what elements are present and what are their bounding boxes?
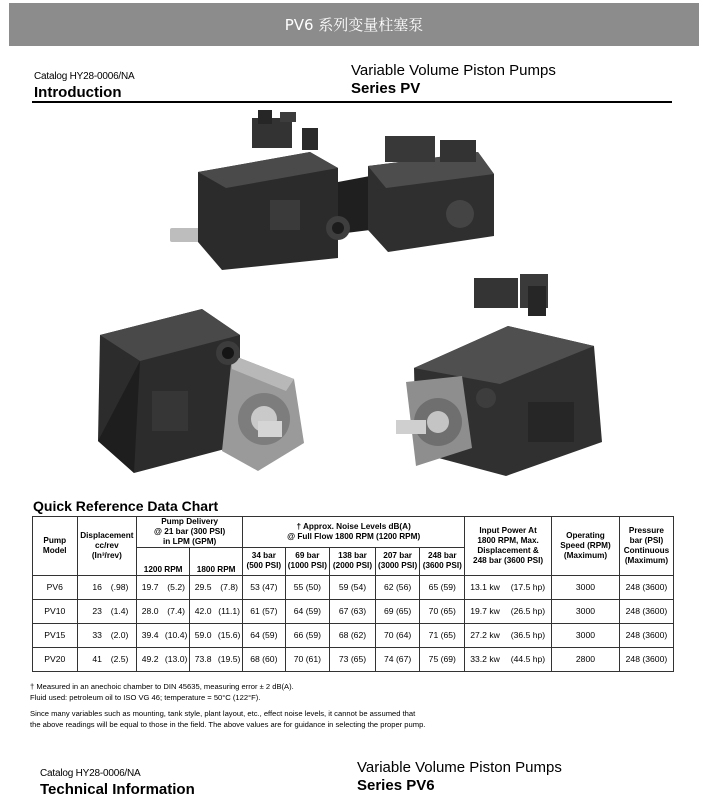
col-input-power: Input Power At 1800 RPM, Max. Displacement & 248 bar (3600 PSI)	[465, 517, 552, 576]
disclaimer-line-2: the above readings will be equal to those in the field. The above values are for guidance in selecting the proper pump.	[30, 720, 426, 729]
col-pump-model: Pump Model	[33, 517, 78, 576]
table-body	[33, 575, 674, 671]
table-row: PV15 33 (2.0) 39.4 (10.4) 59.0 (15.6) 64 (59) 66 (59) 68 (62) 70 (64) 71 (65) 27.2 kw (36.5 hp) 3000 248 (3600)	[33, 623, 674, 647]
col-noise-levels: † Approx. Noise Levels dB(A) @ Full Flow 1800 RPM (1200 RPM)	[243, 517, 465, 548]
table-row: PV20 41 (2.5) 49.2 (13.0) 73.8 (19.5) 68 (60) 70 (61) 73 (65) 74 (67) 75 (69) 33.2 kw (44.5 hp) 2800 248 (3600)	[33, 647, 674, 671]
col-operating-speed: Operating Speed (RPM) (Maximum)	[552, 517, 620, 576]
series-title: Series PV	[351, 80, 421, 97]
product-title: Variable Volume Piston Pumps	[357, 759, 562, 776]
intro-header	[32, 62, 672, 102]
technical-header	[38, 759, 678, 795]
catalog-number: Catalog HY28-0006/NA	[40, 768, 141, 779]
col-displacement: Displacement cc/rev (In³/rev)	[77, 517, 137, 576]
disclaimer-line-1: Since many variables such as mounting, tank style, plant layout, etc., effect noise levels, it cannot be assumed that	[30, 709, 416, 718]
page-banner	[9, 3, 699, 46]
quick-reference-table	[32, 516, 674, 672]
series-title: Series PV6	[357, 777, 435, 794]
col-noise-207: 207 bar (3000 PSI)	[375, 547, 420, 575]
footnote-noise: † Measured in an anechoic chamber to DIN 45635, measuring error ± 2 dB(A).	[30, 682, 294, 691]
col-pump-delivery: Pump Delivery @ 21 bar (300 PSI) in LPM (GPM)	[137, 517, 243, 548]
chart-title: Quick Reference Data Chart	[33, 498, 219, 514]
col-noise-34: 34 bar (500 PSI)	[243, 547, 285, 575]
footnote-fluid: Fluid used: petroleum oil to ISO VG 46; temperature = 50°C (122°F).	[30, 693, 261, 702]
pump-photo-right	[388, 272, 628, 482]
pump-photo-left	[82, 295, 322, 480]
section-title: Technical Information	[40, 781, 195, 795]
col-noise-69: 69 bar (1000 PSI)	[285, 547, 330, 575]
catalog-number: Catalog HY28-0006/NA	[34, 71, 135, 82]
col-delivery-1800: 1800 RPM	[190, 547, 243, 575]
col-noise-248: 248 bar (3600 PSI)	[420, 547, 465, 575]
banner-title: PV6 系列变量柱塞泵	[284, 16, 424, 34]
col-noise-138: 138 bar (2000 PSI)	[330, 547, 376, 575]
product-title: Variable Volume Piston Pumps	[351, 62, 556, 79]
table-row: PV6 16 (.98) 19.7 (5.2) 29.5 (7.8) 53 (47) 55 (50) 59 (54) 62 (56) 65 (59) 13.1 kw (17.5 hp) 3000 248 (3600)	[33, 575, 674, 599]
col-delivery-1200: 1200 RPM	[137, 547, 190, 575]
header-row	[33, 517, 674, 548]
tandem-pump-photo	[160, 110, 500, 275]
col-pressure: Pressure bar (PSI) Continuous (Maximum)	[619, 517, 673, 576]
header-rule	[32, 101, 672, 103]
footnotes	[30, 681, 590, 730]
section-title: Introduction	[34, 84, 122, 101]
table-row: PV10 23 (1.4) 28.0 (7.4) 42.0 (11.1) 61 (57) 64 (59) 67 (63) 69 (65) 70 (65) 19.7 kw (26.5 hp) 3000 248 (3600)	[33, 599, 674, 623]
